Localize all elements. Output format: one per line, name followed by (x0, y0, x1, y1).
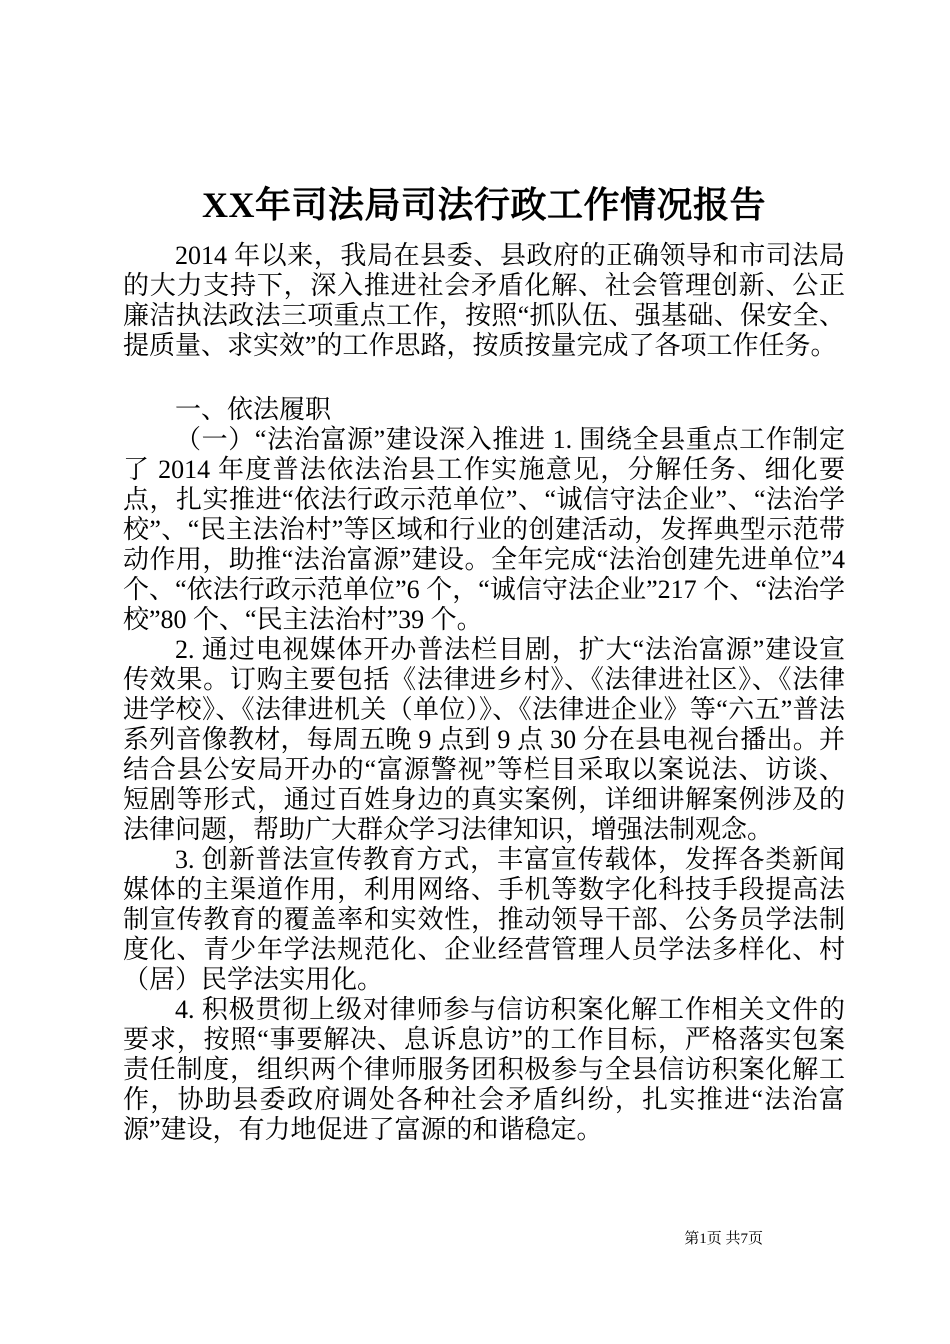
section-heading-performing-duties: 一、依法履职 (175, 395, 332, 424)
paragraph-item-3: 3. 创新普法宣传教育方式，丰富宣传载体，发挥各类新闻媒体的主渠道作用，利用网络、手机等数字化科技手段提高法制宣传教育的覆盖率和实效性，推动领导干部、公务员学法制度化、青少年学法规范化、企业经营管理人员学法多样化、村（居）民学法实用化。 (123, 845, 845, 994)
footer-page-number: 第1页 共7页 (684, 1231, 763, 1247)
paragraph-intro: 2014 年以来，我局在县委、县政府的正确领导和市司法局的大力支持下，深入推进社会矛盾化解、社会管理创新、公正廉洁执法政法三项重点工作，按照“抓队伍、强基础、保安全、提质量、求实效”的工作思路，按质按量完成了各项工作任务。 (123, 241, 845, 360)
paragraph-item-1: （一）“法治富源”建设深入推进 1. 围绕全县重点工作制定了 2014 年度普法依法治县工作实施意见，分解任务、细化要点，扎实推进“依法行政示范单位”、“诚信守法企业”、“法治学校”、“民主法治村”等区域和行业的创建活动，发挥典型示范带动作用，助推“法治富源”建设。全年完成“法治创建先进单位”4 个、“依法行政示范单位”6 个，“诚信守法企业”217 个、“法治学校”80 个、“民主法治村”39 个。 (123, 425, 845, 634)
document-title: XX年司法局司法行政工作情况报告 (202, 185, 766, 225)
paragraph-item-2: 2. 通过电视媒体开办普法栏目剧，扩大“法治富源”建设宣传效果。订购主要包括《法律进乡村》、《法律进社区》、《法律进学校》、《法律进机关（单位）》、《法律进企业》等“六五”普法系列音像教材，每周五晚 9 点到 9 点 30 分在县电视台播出。并结合县公安局开办的“富源警视”等栏目采取以案说法、访谈、短剧等形式，通过百姓身边的真实案例，详细讲解案例涉及的法律问题，帮助广大群众学习法律知识，增强法制观念。 (123, 635, 845, 844)
paragraph-item-4: 4. 积极贯彻上级对律师参与信访积案化解工作相关文件的要求，按照“事要解决、息诉息访”的工作目标，严格落实包案责任制度，组织两个律师服务团积极参与全县信访积案化解工作，协助县委政府调处各种社会矛盾纠纷，扎实推进“法治富源”建设，有力地促进了富源的和谐稳定。 (123, 995, 845, 1144)
